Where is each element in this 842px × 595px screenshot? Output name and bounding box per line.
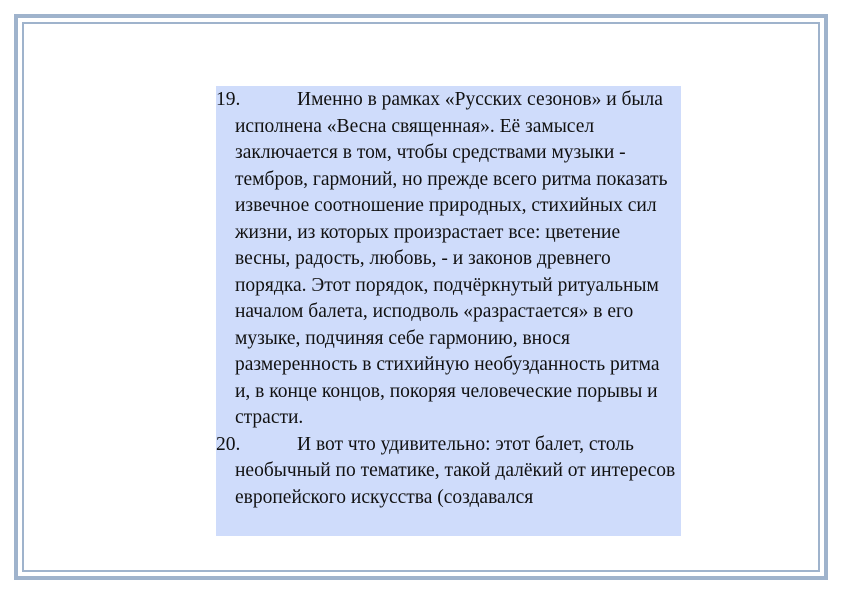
- item-number: 20.: [216, 433, 241, 455]
- item-number: 19.: [216, 89, 241, 110]
- item-text: И вот что удивительно: этот балет, столь необычный по тематике, такой далёкий от интересов европейского искусства (создавался: [235, 433, 676, 508]
- text-box: [216, 86, 681, 536]
- list-item-19: [216, 87, 677, 432]
- list-item-20: [216, 432, 677, 512]
- item-text: Именно в рамках «Русских сезонов» и была исполнена «Весна священная». Её замысел заключается в том, чтобы средствами музыки - тембров, гармоний, но прежде всего ритма показать извечное соотношение природных, стихийных сил жизни, из которых произрастает все: цветение весны, радость, любовь, - и законов древнего порядка. Этот порядок, подчёркнутый ритуальным началом балета, исподволь «разрастается» в его музыке, подчиняя себе гармонию, внося размеренность в стихийную необузданность ритма и, в конце концов, покоряя человеческие порывы и страсти.: [235, 89, 668, 428]
